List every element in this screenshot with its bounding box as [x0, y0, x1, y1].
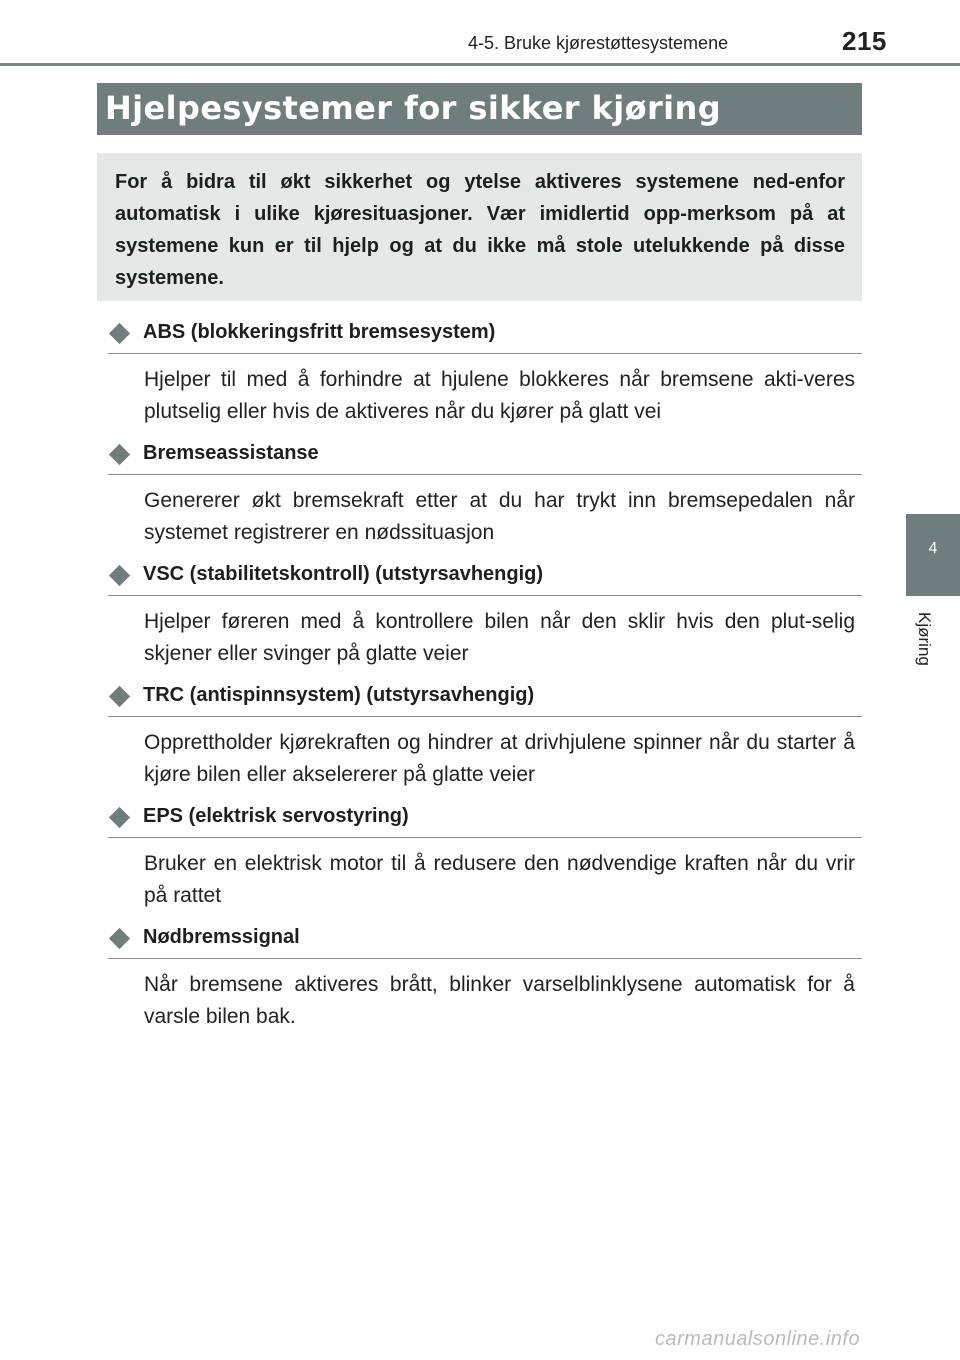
chapter-tab	[906, 514, 960, 596]
diamond-bullet-icon	[109, 928, 130, 949]
feature-heading	[108, 684, 862, 717]
running-header	[0, 0, 960, 64]
feature-heading	[108, 321, 862, 354]
diamond-bullet-icon	[109, 807, 130, 828]
feature-vsc	[108, 563, 862, 670]
feature-name: Bremseassistanse	[143, 442, 319, 464]
feature-description: Genererer økt bremsekraft etter at du har trykt inn bremsepedalen når systemet registrerer en nødssituasjon	[144, 489, 855, 544]
chapter-label: Kjøring	[915, 612, 934, 666]
diamond-bullet-icon	[109, 323, 130, 344]
feature-emergency-brake-signal	[108, 926, 862, 1033]
feature-description: Hjelper føreren med å kontrollere bilen når den sklir hvis den plut-selig skjener eller svinger på glatte veier	[144, 610, 855, 665]
feature-description: Når bremsene aktiveres brått, blinker varselblinklysene automatisk for å varsle bilen bak.	[144, 973, 855, 1028]
page-number: 215	[842, 26, 887, 56]
feature-name: TRC (antispinnsystem) (utstyrsavhengig)	[143, 684, 535, 706]
feature-name: VSC (stabilitetskontroll) (utstyrsavhengig)	[143, 563, 544, 585]
feature-description: Bruker en elektrisk motor til å redusere den nødvendige kraften når du vrir på rattet	[144, 852, 855, 907]
feature-trc	[108, 684, 862, 791]
header-rule	[0, 63, 960, 66]
watermark: carmanualsonline.info	[655, 1328, 861, 1350]
intro-text: For å bidra til økt sikkerhet og ytelse aktiveres systemene ned-enfor automatisk i ulike kjøresituasjoner. Vær imidlertid opp-merksom på at systemene kun er til hjelp og at du ikke må stole utelukkende på disse systemene.	[115, 171, 845, 289]
diamond-bullet-icon	[109, 444, 130, 465]
feature-eps	[108, 805, 862, 912]
feature-name: Nødbremssignal	[143, 926, 300, 948]
feature-heading	[108, 805, 862, 838]
feature-name: EPS (elektrisk servostyring)	[143, 805, 409, 827]
feature-heading	[108, 563, 862, 596]
feature-description: Hjelper til med å forhindre at hjulene blokkeres når bremsene akti-veres plutselig eller hvis de aktiveres når du kjører på glatt vei	[144, 368, 855, 423]
feature-heading	[108, 926, 862, 959]
feature-description: Opprettholder kjørekraften og hindrer at drivhjulene spinner når du starter å kjøre bilen eller akselererer på glatte veier	[144, 731, 855, 786]
feature-name: ABS (blokkeringsfritt bremsesystem)	[143, 321, 496, 343]
feature-heading	[108, 442, 862, 475]
section-heading: 4-5. Bruke kjørestøttesystemene	[468, 33, 729, 53]
chapter-label-area	[900, 612, 960, 682]
chapter-number: 4	[928, 540, 938, 557]
feature-brake-assist	[108, 442, 862, 549]
page-title: Hjelpesystemer for sikker kjøring	[105, 89, 721, 127]
feature-abs	[108, 321, 862, 428]
title-bar	[97, 83, 862, 135]
diamond-bullet-icon	[109, 565, 130, 586]
diamond-bullet-icon	[109, 686, 130, 707]
intro-box	[97, 153, 862, 301]
